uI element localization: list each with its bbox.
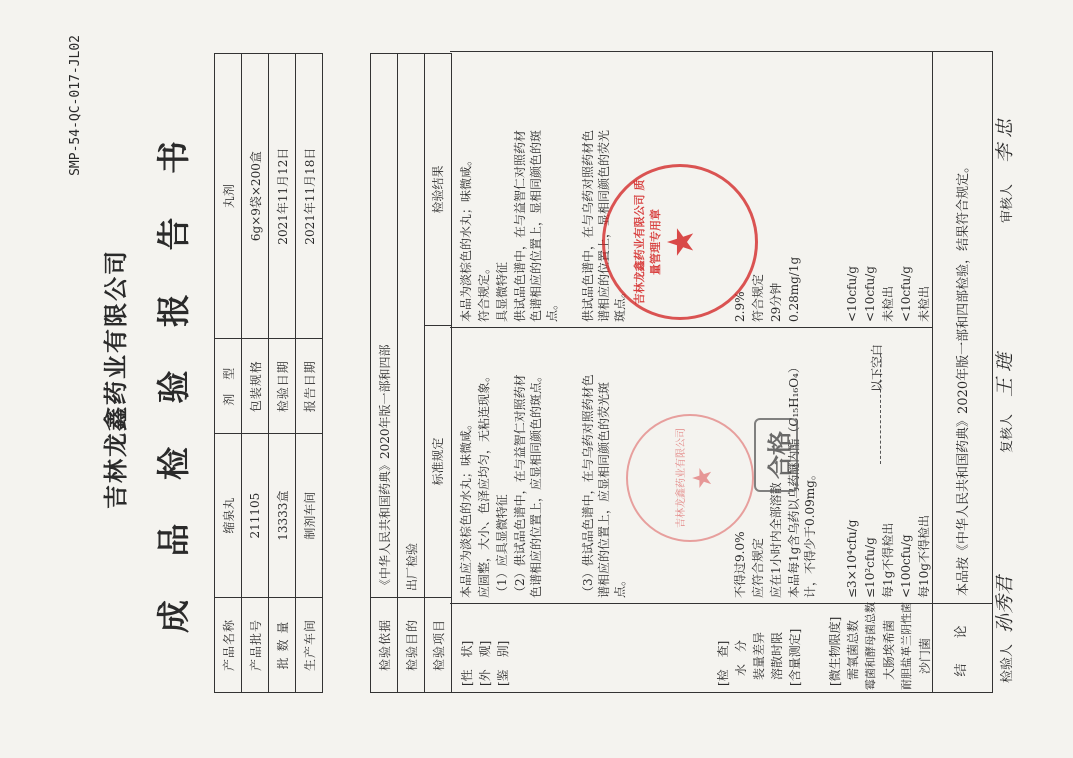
cell-value: 13333盒 — [269, 434, 296, 598]
cell-value: 2021年11月18日 — [296, 54, 323, 339]
item-jianbie: [鉴 别] — [496, 640, 510, 686]
cell-label: 产品批号 — [242, 598, 269, 693]
approver-label: 审核人 — [1000, 183, 1015, 223]
company-name: 吉林龙鑫药业有限公司 — [101, 249, 130, 509]
seal-star-icon: ★ — [661, 225, 702, 259]
cell-value: 制剂车间 — [296, 434, 323, 598]
conclusion-label: 结 论 — [932, 603, 992, 692]
item-shuifen: 水 分 — [734, 639, 748, 676]
std-shamen: 每10g不得检出 — [917, 515, 931, 598]
basis-label: 检验依据 — [371, 598, 398, 693]
basis-table — [370, 53, 452, 693]
cell-value: 缩泉丸 — [215, 434, 242, 598]
res-naidan: <10cfu/g — [899, 266, 913, 322]
basic-info-table — [214, 53, 323, 693]
item-waiguan: [外 观] — [478, 640, 492, 686]
std-shuifen: 不得过9.0% — [733, 531, 747, 598]
std-jianbie-1: （1）应具显微特征 — [495, 494, 509, 598]
std-jianbie-2b: 色谱相应的位置上，应显相同颜色的斑点。 — [529, 369, 543, 598]
reviewer-signature: 王 琏 — [994, 352, 1016, 397]
report-title: 成 品 检 验 报 告 书 — [154, 125, 193, 633]
std-dachang: 每1g不得检出 — [881, 522, 895, 598]
res-jianbie-3b: 谱相应的位置上，显相同颜色的荧光 — [597, 129, 611, 322]
res-jianbie-3c: 斑点。 — [613, 285, 627, 322]
std-jianbie-2a: （2）供试品色谱中，在与益智仁对照药材 — [513, 374, 527, 598]
std-zhuangliang: 应符合规定 — [751, 537, 765, 598]
conclusion-row — [932, 51, 993, 693]
document-code: SMP-54-QC-017-JL02 — [68, 35, 83, 176]
item-jiancha: [检 查] — [716, 640, 730, 686]
table-row — [215, 54, 242, 693]
table-row — [296, 54, 323, 693]
items-column — [450, 603, 932, 692]
res-meijun: <10cfu/g — [863, 266, 877, 322]
cell-label: 生产车间 — [296, 598, 323, 693]
column-header-standard-result — [425, 54, 452, 598]
basis-value: 《中华人民共和国药典》2020年版一部和四部 — [371, 54, 398, 598]
res-jianbie-2b: 色谱相应的位置上，显相同颜色的斑 — [529, 129, 543, 322]
blank-note: 以下空白 — [870, 343, 884, 392]
inspector-signature: 孙秀君 — [994, 575, 1016, 633]
cell-value: 2021年11月12日 — [269, 54, 296, 339]
cell-label: 报告日期 — [296, 339, 323, 434]
std-rongsan: 应在1小时内全部溶散 — [769, 482, 783, 598]
std-hanliang-1: 本品每1g含乌药以乌药醚内酯（C₁₅H₁₆O₄） — [787, 361, 801, 598]
res-jianbie-2c: 点。 — [545, 297, 559, 322]
cell-label: 批 数 量 — [269, 598, 296, 693]
table-row — [242, 54, 269, 693]
item-dachang: 大肠埃希菌 — [882, 619, 896, 680]
company-seal-stamp — [602, 164, 758, 320]
std-naidan: <100cfu/g — [899, 534, 913, 598]
table-row — [269, 54, 296, 693]
column-header-result: 检验结果 — [431, 165, 445, 214]
item-xuyang: 需氧菌总数 — [846, 619, 860, 680]
inspection-seal-stamp — [626, 414, 754, 542]
inspector-label: 检验人 — [1000, 643, 1015, 683]
res-jianbie-1: 具显微特征 — [495, 261, 509, 322]
inspection-seal-text: 吉林龙鑫药业有限公司 — [676, 428, 687, 528]
item-weishengwu: [微生物限度] — [828, 616, 842, 686]
std-meijun: ≤10²cfu/g — [863, 537, 877, 598]
table-row — [371, 54, 398, 693]
cell-label: 剂 型 — [215, 339, 242, 434]
purpose-value: 出厂检验 — [398, 54, 425, 598]
res-jianbie-2a: 供试品色谱中，在与益智仁对照药材 — [513, 129, 527, 322]
item-meijun: 霉菌和酵母菌总数 — [864, 602, 877, 690]
std-jianbie-3c: 点。 — [613, 573, 627, 598]
res-shuifen: 2.9% — [733, 291, 747, 322]
std-jianbie-3a: （3）供试品色谱中，在与乌药对照药材色 — [581, 374, 595, 598]
cell-value: 丸剂 — [215, 54, 242, 339]
column-header-standard: 标准规定 — [425, 325, 451, 597]
approver-signature: 李 忠 — [994, 118, 1016, 163]
item-rongsan: 溶散时限 — [770, 631, 784, 680]
signature-row — [996, 53, 1016, 693]
column-header-item: 检验项目 — [425, 598, 452, 693]
item-hanliang: [含量测定] — [788, 628, 802, 686]
cell-label: 产品名称 — [215, 598, 242, 693]
res-rongsan: 29分钟 — [769, 282, 783, 322]
res-dachang: 未检出 — [881, 285, 895, 322]
res-hanliang: 0.28mg/1g — [787, 256, 801, 322]
qualified-stamp — [754, 418, 798, 492]
reviewer-label: 复核人 — [1000, 413, 1015, 453]
res-jianbie-3a: 供试品色谱中，在与乌药对照药材色 — [581, 129, 595, 322]
company-seal-text: 吉林龙鑫药业有限公司 质量管理专用章 — [633, 179, 662, 305]
res-shamen: 未检出 — [917, 285, 931, 322]
cell-value: 211105 — [242, 434, 269, 598]
std-hanliang-2: 计，不得少于0.09mg。 — [803, 468, 817, 598]
cell-label: 检验日期 — [269, 339, 296, 434]
cell-value: 6g×9袋×200盒 — [242, 54, 269, 339]
qualified-stamp-text: 合格 — [765, 431, 794, 479]
item-xingzhuang: [性 状] — [460, 640, 474, 686]
res-xuyang: <10cfu/g — [845, 266, 859, 322]
res-zhuangliang: 符合规定 — [751, 273, 765, 322]
std-waiguan: 应圆整，大小、色泽应均匀，无粘连现象。 — [477, 369, 491, 598]
conclusion-text: 本品按《中华人民共和国药典》2020年版一部和四部检验，结果符合规定。 — [956, 159, 971, 596]
column-header-row — [425, 54, 452, 693]
res-xingzhuang: 本品为淡棕色的水丸；味微咸。 — [459, 153, 473, 322]
item-zhuangliang: 装量差异 — [752, 631, 766, 680]
report-document — [56, 29, 1016, 729]
purpose-label: 检验目的 — [398, 598, 425, 693]
std-xingzhuang: 本品应为淡棕色的水丸；味微咸。 — [459, 417, 473, 598]
inspection-body — [450, 51, 933, 693]
table-row — [398, 54, 425, 693]
item-shamen: 沙门菌 — [918, 637, 932, 674]
std-xuyang: ≤3×10⁴cfu/g — [845, 519, 859, 598]
item-naidan: 耐胆盐革兰阴性菌 — [900, 602, 913, 690]
seal-star-icon: ★ — [688, 466, 718, 490]
std-jianbie-3b: 谱相应的位置上，应显相同颜色的荧光斑 — [597, 381, 611, 598]
cell-label: 包装规格 — [242, 339, 269, 434]
res-waiguan: 符合规定。 — [477, 261, 491, 322]
